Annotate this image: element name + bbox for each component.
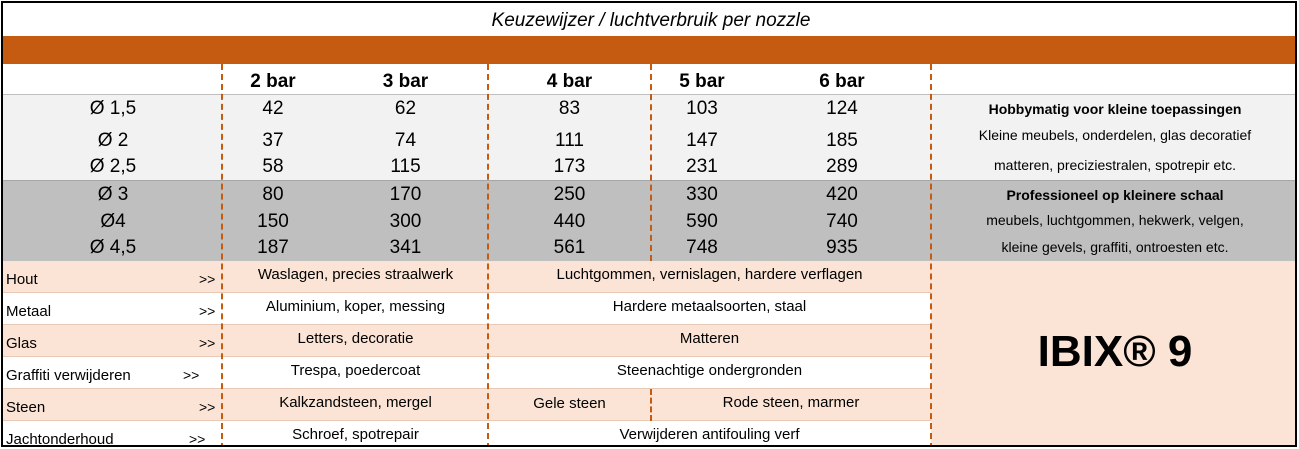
- material-name: Hout: [6, 271, 38, 288]
- column-divider: [487, 64, 489, 447]
- selection-guide-table: [1, 1, 1297, 447]
- air-value: 124: [826, 98, 858, 119]
- professional-line-1: meubels, luchtgommen, hekwerk, velgen,: [986, 212, 1244, 228]
- air-value: 62: [394, 98, 417, 119]
- air-value: 187: [257, 237, 289, 258]
- column-divider: [221, 64, 223, 447]
- air-value: 561: [553, 237, 586, 258]
- air-value: 341: [389, 237, 422, 258]
- material-low: Aluminium, koper, messing: [265, 298, 446, 315]
- air-value: 935: [826, 237, 858, 258]
- air-value: 58: [262, 156, 284, 177]
- arrow-label: >>: [199, 335, 216, 351]
- air-value: 42: [262, 98, 284, 119]
- air-value: 115: [390, 156, 421, 177]
- air-value: 103: [686, 98, 718, 119]
- air-value: 250: [553, 184, 586, 205]
- air-value: 185: [826, 130, 858, 151]
- air-value: 80: [262, 184, 284, 205]
- row-divider: [3, 388, 931, 389]
- pressure-header-6bar: 6 bar: [819, 71, 865, 92]
- material-name: Glas: [6, 335, 37, 352]
- air-value: 37: [262, 130, 284, 151]
- column-divider: [930, 64, 932, 447]
- air-value: 83: [558, 98, 581, 119]
- material-name: Jachtonderhoud: [6, 431, 114, 447]
- material-row-jachtonderhoud: [3, 421, 931, 447]
- arrow-label: >>: [199, 303, 216, 319]
- material-low: Waslagen, precies straalwerk: [257, 266, 454, 283]
- row-divider: [3, 420, 931, 421]
- nozzle-size: Ø 1,5: [89, 98, 137, 119]
- air-value: 289: [826, 156, 858, 177]
- pressure-header-5bar: 5 bar: [679, 71, 725, 92]
- material-mid: Gele steen: [533, 395, 606, 412]
- nozzle-size: Ø4: [100, 211, 126, 232]
- row-divider: [3, 356, 931, 357]
- pressure-header-2bar: 2 bar: [250, 71, 296, 92]
- pressure-header-4bar: 4 bar: [546, 71, 593, 92]
- pressure-header-3bar: 3 bar: [382, 71, 429, 92]
- row-divider: [3, 324, 931, 325]
- arrow-label: >>: [199, 271, 216, 287]
- hobby-line-1: Kleine meubels, onderdelen, glas decoratief: [978, 127, 1252, 143]
- air-value: 147: [686, 130, 718, 151]
- hobby-heading: Hobbymatig voor kleine toepassingen: [988, 101, 1242, 117]
- air-value: 330: [686, 184, 718, 205]
- row-divider: [3, 292, 931, 293]
- material-name: Steen: [6, 399, 46, 416]
- material-row-graffiti: [3, 357, 931, 389]
- nozzle-size: Ø 2,5: [89, 156, 137, 177]
- air-value: 748: [686, 237, 718, 258]
- material-low: Letters, decoratie: [297, 330, 414, 347]
- air-value: 440: [553, 211, 586, 232]
- orange-header-band: [3, 36, 1297, 64]
- material-row-glas: [3, 325, 931, 357]
- material-name: Metaal: [6, 303, 52, 320]
- arrow-label: >>: [183, 367, 200, 383]
- arrow-label: >>: [189, 431, 206, 447]
- material-name: Graffiti verwijderen: [6, 367, 131, 384]
- material-low: Trespa, poedercoat: [290, 362, 421, 379]
- table-title: Keuzewijzer / luchtverbruik per nozzle: [491, 10, 811, 31]
- air-value: 300: [389, 211, 422, 232]
- nozzle-size: Ø 3: [97, 184, 129, 205]
- air-value: 173: [553, 156, 586, 177]
- material-row-steen: [3, 389, 931, 421]
- arrow-label: >>: [199, 399, 216, 415]
- material-low: Kalkzandsteen, mergel: [279, 394, 432, 411]
- material-high: Steenachtige ondergronden: [616, 362, 803, 379]
- material-high: Verwijderen antifouling verf: [619, 426, 800, 443]
- nozzle-size: Ø 4,5: [89, 237, 137, 258]
- hobby-line-2: matteren, preciziestralen, spotrepir etc.: [994, 157, 1236, 173]
- brand-panel: [931, 261, 1297, 447]
- professional-heading: Professioneel op kleinere schaal: [1006, 187, 1224, 203]
- air-value: 420: [826, 184, 858, 205]
- air-value: 170: [389, 184, 422, 205]
- material-high: Luchtgommen, vernislagen, hardere verflagen: [556, 266, 863, 283]
- material-low: Schroef, spotrepair: [292, 426, 419, 443]
- column-divider: [650, 389, 652, 421]
- air-value: 74: [394, 130, 417, 151]
- air-value: 231: [686, 156, 718, 177]
- air-value: 111: [555, 130, 584, 151]
- air-value: 150: [257, 211, 289, 232]
- material-high: Rode steen, marmer: [722, 394, 860, 411]
- air-value: 590: [686, 211, 718, 232]
- material-row-metaal: [3, 293, 931, 325]
- air-value: 740: [826, 211, 858, 232]
- column-divider: [650, 64, 652, 261]
- material-high: Hardere metaalsoorten, staal: [612, 298, 807, 315]
- nozzle-size: Ø 2: [97, 130, 129, 151]
- material-row-hout: [3, 261, 931, 293]
- professional-line-2: kleine gevels, graffiti, ontroesten etc.: [1001, 239, 1229, 255]
- material-high: Matteren: [679, 330, 740, 347]
- brand-name: IBIX® 9: [1037, 327, 1193, 376]
